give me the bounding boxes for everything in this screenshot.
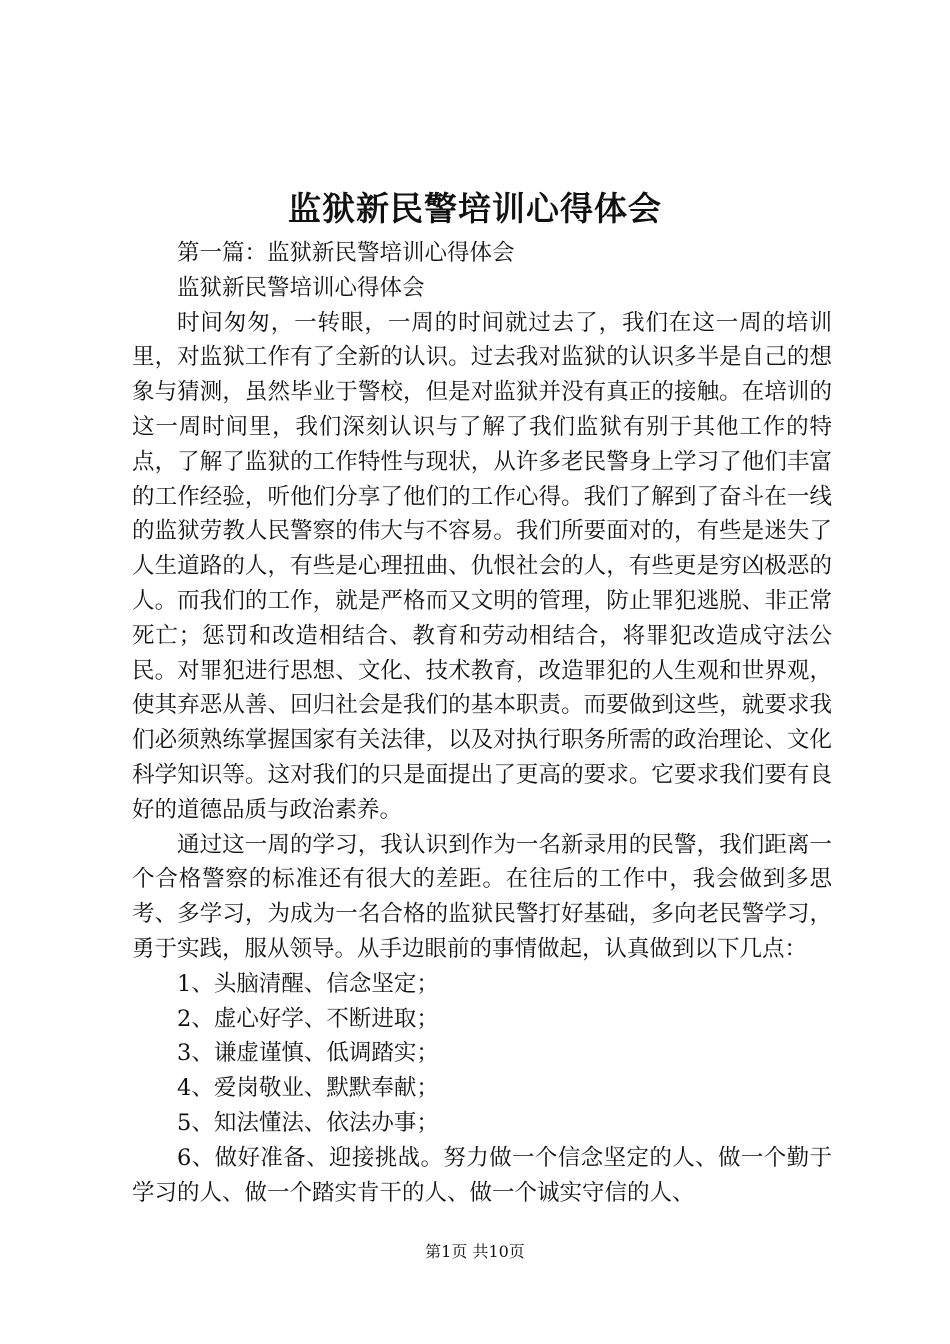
list-item: 4、爱岗敬业、默默奉献； bbox=[177, 1075, 439, 1102]
list-item: 3、谦虚谨慎、低调踏实； bbox=[177, 1040, 439, 1067]
document-title: 监狱新民警培训心得体会 bbox=[288, 189, 662, 228]
list-item: 2、虚心好学、不断进取； bbox=[177, 1005, 439, 1032]
body-paragraph: 时间匆匆，一转眼，一周的时间就过去了，我们在这一周的培训里，对监狱工作有了全新的认识。过去我对监狱的认识多半是自己的想象与猜测，虽然毕业于警校，但是对监狱并没有真正的接触。在培训的这一周时间里，我们深刻认识与了解了我们监狱有别于其他工作的特点，了解了监狱的工作特性与现状，从许多老民警身上学习了他们丰富的工作经验，听他们分享了他们的工作心得。我们了解到了奋斗在一线的监狱劳教人民警察的伟大与不容易。我们所要面对的，有些是迷失了人生道路的人，有些是心理扭曲、仇恨社会的人，有些更是穷凶极恶的人。而我们的工作，就是严格而又文明的管理，防止罪犯逃脱、非正常死亡；惩罚和改造相结合、教育和劳动相结合，将罪犯改造成守法公民。对罪犯进行思想、文化、技术教育，改造罪犯的人生观和世界观，使其弃恶从善、回归社会是我们的基本职责。而要做到这些，就要求我们必须熟练掌握国家有关法律，以及对执行职务所需的政治理论、文化科学知识等。这对我们的只是面提出了更高的要求。它要求我们要有良好的道德品质与政治素养。 bbox=[132, 309, 832, 823]
body-paragraph: 通过这一周的学习，我认识到作为一名新录用的民警，我们距离一个合格警察的标准还有很大的差距。在往后的工作中，我会做到多思考、多学习，为成为一名合格的监狱民警打好基础，多向老民警学习，勇于实践，服从领导。从手边眼前的事情做起，认真做到以下几点： bbox=[132, 831, 832, 962]
section-heading: 第一篇：监狱新民警培训心得体会 bbox=[177, 240, 515, 266]
list-item: 5、知法懂法、依法办事； bbox=[177, 1109, 439, 1136]
document-body bbox=[132, 236, 832, 1210]
article-title: 监狱新民警培训心得体会 bbox=[177, 274, 425, 301]
list-item: 6、做好准备、迎接挑战。努力做一个信念坚定的人、做一个勤于学习的人、做一个踏实肯干的人、做一个诚实守信的人、 bbox=[132, 1144, 832, 1206]
page-number: 第1页 共10页 bbox=[425, 1242, 525, 1261]
list-item: 1、头脑清醒、信念坚定； bbox=[177, 970, 439, 997]
